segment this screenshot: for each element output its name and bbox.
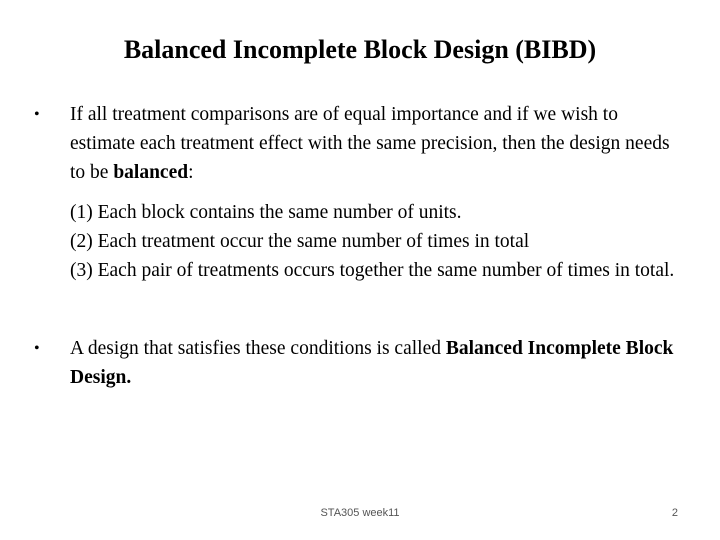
- slide-title: Balanced Incomplete Block Design (BIBD): [123, 35, 597, 64]
- bullet-item-balanced: [34, 100, 680, 187]
- bullet-text: A design that satisfies these conditions is called: [70, 338, 446, 359]
- bullet-icon: •: [34, 340, 40, 357]
- footer-course: STA305 week11: [320, 507, 400, 519]
- bullet-emphasis: Balanced Incomplete Block Design.: [70, 338, 674, 388]
- conditions-list: [70, 198, 680, 285]
- bullet-item-definition: [34, 334, 680, 392]
- bullet-icon: •: [34, 106, 40, 123]
- bullet-text: If all treatment comparisons are of equal importance and if we wish to estimate each treatment effect with the same precision, then the design needs to be: [70, 104, 670, 183]
- page-number: 2: [671, 507, 678, 519]
- bullet-emphasis: balanced: [113, 162, 189, 183]
- condition-item-1: (1) Each block contains the same number of units.: [70, 202, 462, 223]
- condition-item-3: (3) Each pair of treatments occurs together the same number of times in total.: [70, 260, 675, 281]
- condition-item-2: (2) Each treatment occur the same number of times in total: [70, 231, 530, 252]
- bullet-suffix: :: [188, 162, 194, 183]
